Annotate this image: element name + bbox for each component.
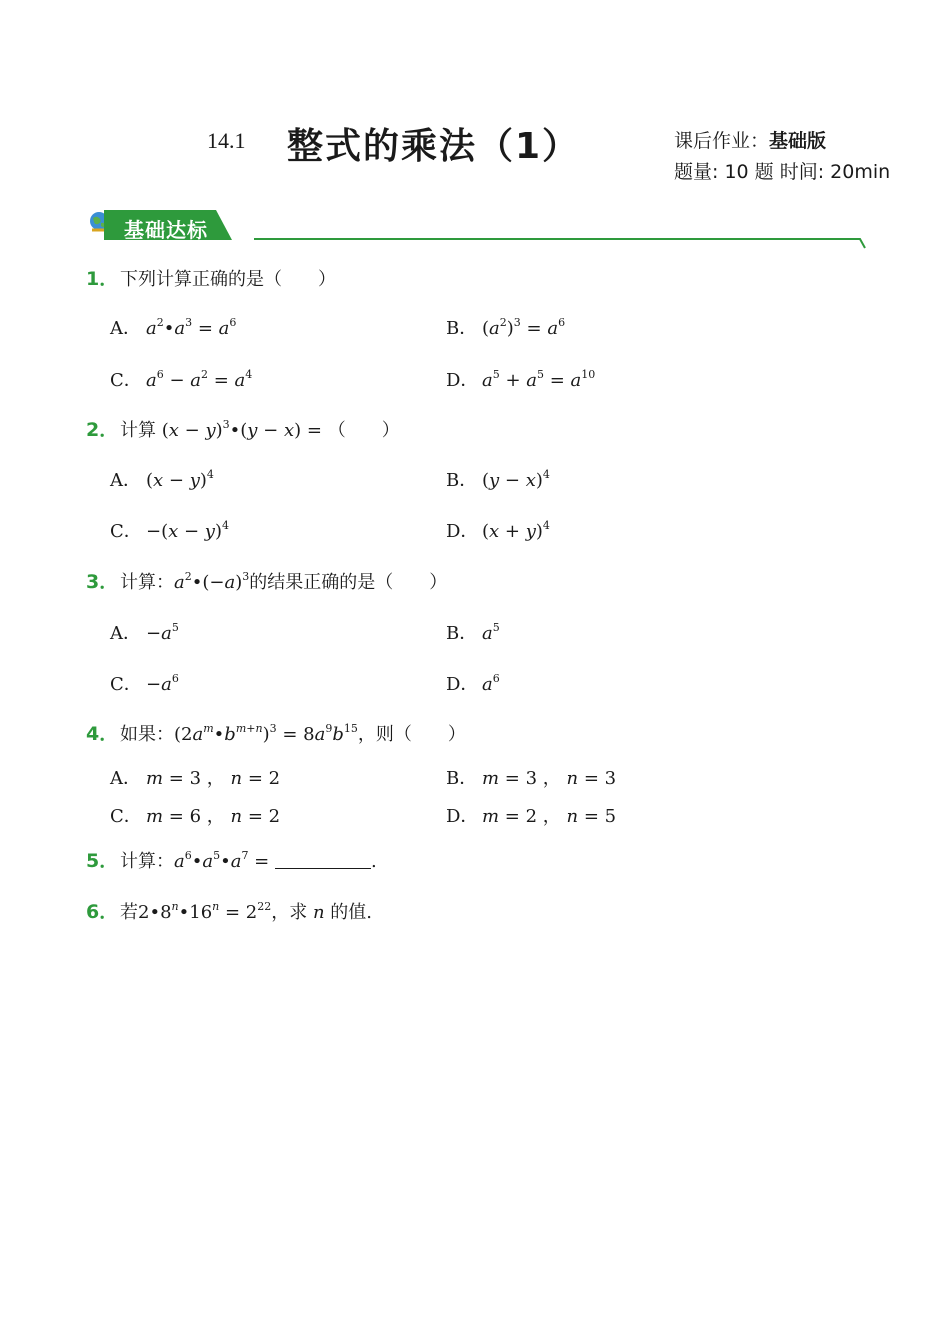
option-d: D． $a^6$ bbox=[446, 672, 500, 695]
question-stem: 如果： bbox=[120, 724, 174, 745]
option-a: A． $-a^5$ bbox=[110, 621, 179, 644]
page-title: 整式的乘法（1） bbox=[287, 126, 581, 167]
option-d: D． m = 2 ， n = 5 bbox=[446, 806, 617, 827]
option-a: A． m = 3 ， n = 2 bbox=[110, 768, 281, 789]
divider-end-mark bbox=[854, 238, 866, 250]
option-b: B． $(a^2)^3 = a^6$ bbox=[446, 316, 566, 339]
question-stem-end: （ ） bbox=[327, 420, 400, 441]
option-b: B． $a^5$ bbox=[446, 621, 500, 644]
option-a: A． $a^2•a^3 = a^6$ bbox=[110, 316, 237, 339]
homework-meta bbox=[674, 126, 826, 153]
question-number: 1． bbox=[86, 268, 119, 290]
question-stem-end: ，则（ ） bbox=[357, 724, 466, 745]
question-stem: 计算： bbox=[120, 851, 174, 872]
option-c: C． m = 6 ， n = 2 bbox=[110, 806, 281, 827]
option-d: D． $(x + y)^4$ bbox=[446, 519, 550, 542]
question-5: 5．计算：$a^6•a^5•a^7$ = . bbox=[86, 846, 377, 873]
question-6: 6．若$2•8^n•16^n = 2^{22}$，求 n 的值. bbox=[86, 897, 372, 924]
question-stem-end: 的结果正确的是（ ） bbox=[249, 572, 448, 593]
question-stem: 若 bbox=[120, 902, 138, 923]
question-number: 4． bbox=[86, 723, 119, 745]
question-number: 3． bbox=[86, 571, 119, 593]
question-3: 3．计算：$a^2•(-a)^3$的结果正确的是（ ） bbox=[86, 567, 447, 594]
chapter-number: 14.1 bbox=[207, 128, 246, 153]
option-b: B． m = 3 ， n = 3 bbox=[446, 768, 617, 789]
question-1 bbox=[86, 264, 336, 291]
question-stem: 计算： bbox=[120, 572, 174, 593]
question-4: 4．如果：$(2a^m•b^{m+n})^3 = 8a^9b^{15}$，则（ ） bbox=[86, 719, 466, 746]
meta-version: 基础版 bbox=[769, 130, 827, 152]
question-stem-end: . bbox=[370, 851, 377, 872]
question-stem-mid: ，求 bbox=[271, 902, 308, 923]
option-c: C． $-a^6$ bbox=[110, 672, 179, 695]
option-c: C． $-(x - y)^4$ bbox=[110, 519, 229, 542]
question-stem-end: 的值. bbox=[330, 902, 373, 923]
option-d: D． $a^5 + a^5 = a^{10}$ bbox=[446, 368, 596, 391]
question-stem: 计算 bbox=[120, 420, 156, 441]
question-number: 5． bbox=[86, 850, 119, 872]
option-c: C． $a^6 - a^2 = a^4$ bbox=[110, 368, 253, 391]
option-b: B． $(y - x)^4$ bbox=[446, 468, 550, 491]
question-stem: 下列计算正确的是（ ） bbox=[120, 269, 336, 290]
option-a: A． $(x - y)^4$ bbox=[110, 468, 214, 491]
question-number: 2． bbox=[86, 419, 119, 441]
question-2: 2．计算 $(x - y)^3•(y - x)$ = （ ） bbox=[86, 415, 400, 442]
section-header bbox=[88, 206, 868, 252]
answer-blank[interactable] bbox=[275, 852, 371, 869]
question-number: 6． bbox=[86, 901, 119, 923]
section-label: 基础达标 bbox=[124, 218, 208, 242]
meta-label: 课后作业： bbox=[674, 130, 770, 152]
section-divider bbox=[254, 238, 858, 240]
homework-amount-time: 题量: 10 题 时间: 20min bbox=[674, 161, 891, 183]
